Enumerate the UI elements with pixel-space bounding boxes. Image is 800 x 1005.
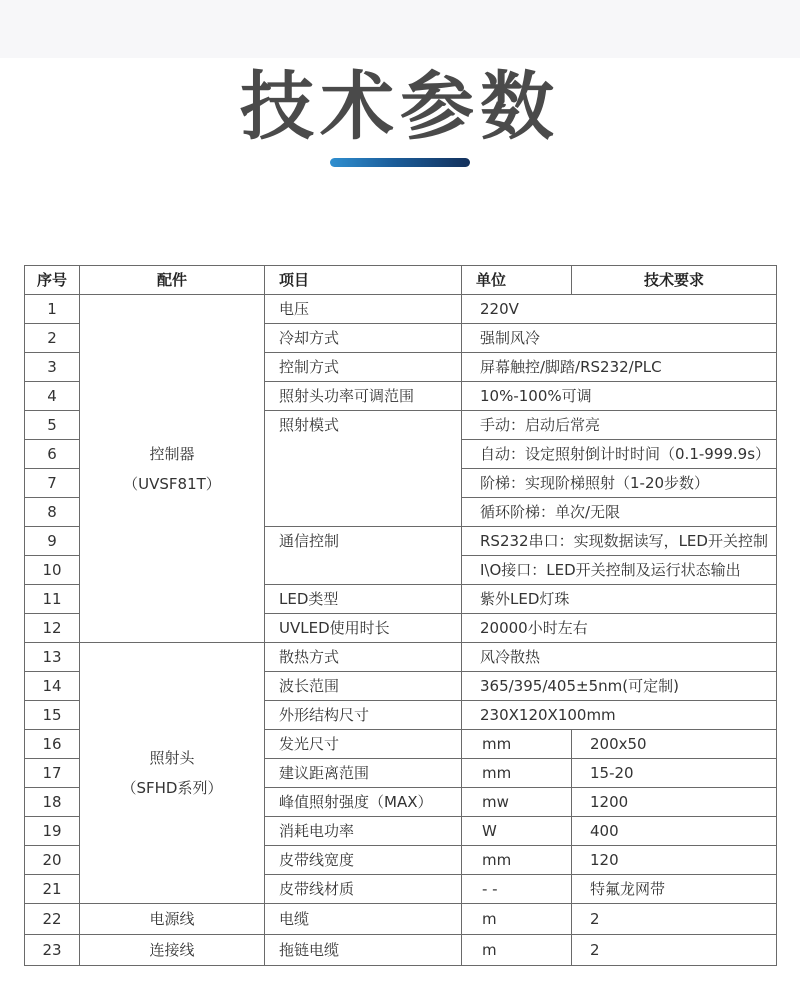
unit-cell: mm — [462, 730, 572, 759]
row-number: 22 — [25, 904, 80, 935]
item-cell: UVLED使用时长 — [265, 614, 462, 643]
row-number: 4 — [25, 382, 80, 411]
header-requirement: 技术要求 — [572, 266, 777, 295]
item-cell: 控制方式 — [265, 353, 462, 382]
row-number: 7 — [25, 469, 80, 498]
value-cell: 400 — [572, 817, 777, 846]
unit-cell: m — [462, 904, 572, 935]
value-cell: 220V — [462, 295, 777, 324]
value-cell: 屏幕触控/脚踏/RS232/PLC — [462, 353, 777, 382]
table-row — [25, 904, 777, 935]
row-number: 5 — [25, 411, 80, 440]
unit-cell: mm — [462, 759, 572, 788]
title-underline-bar — [330, 158, 470, 167]
row-number: 15 — [25, 701, 80, 730]
row-number: 17 — [25, 759, 80, 788]
part-power-cable: 电源线 — [80, 904, 265, 935]
unit-cell: m — [462, 935, 572, 966]
value-cell: 手动：启动后常亮 — [462, 411, 777, 440]
value-cell: I\O接口：LED开关控制及运行状态输出 — [462, 556, 777, 585]
table-header-row — [25, 266, 777, 295]
row-number: 8 — [25, 498, 80, 527]
value-cell: RS232串口：实现数据读写，LED开关控制 — [462, 527, 777, 556]
spec-table — [24, 265, 777, 966]
row-number: 13 — [25, 643, 80, 672]
unit-cell: mm — [462, 846, 572, 875]
item-cell: 拖链电缆 — [265, 935, 462, 966]
item-cell: 发光尺寸 — [265, 730, 462, 759]
part-link-cable: 连接线 — [80, 935, 265, 966]
value-cell: 230X120X100mm — [462, 701, 777, 730]
item-cell: 冷却方式 — [265, 324, 462, 353]
value-cell: 365/395/405±5nm(可定制) — [462, 672, 777, 701]
row-number: 23 — [25, 935, 80, 966]
value-cell: 10%-100%可调 — [462, 382, 777, 411]
part-head-model: （SFHD系列） — [121, 779, 223, 797]
item-cell: 建议距离范围 — [265, 759, 462, 788]
value-cell: 风冷散热 — [462, 643, 777, 672]
page-title: 技术参数 — [240, 64, 560, 150]
row-number: 3 — [25, 353, 80, 382]
part-head — [80, 643, 265, 904]
item-cell: 通信控制 — [265, 527, 462, 585]
item-cell: 皮带线宽度 — [265, 846, 462, 875]
unit-cell: W — [462, 817, 572, 846]
part-controller-name: 控制器 — [149, 444, 195, 463]
value-cell: 15-20 — [572, 759, 777, 788]
item-cell: 外形结构尺寸 — [265, 701, 462, 730]
row-number: 21 — [25, 875, 80, 904]
row-number: 20 — [25, 846, 80, 875]
row-number: 6 — [25, 440, 80, 469]
value-cell: 紫外LED灯珠 — [462, 585, 777, 614]
row-number: 2 — [25, 324, 80, 353]
value-cell: 自动：设定照射倒计时时间（0.1-999.9s） — [462, 440, 777, 469]
header-unit: 单位 — [462, 266, 572, 295]
header-item: 项目 — [265, 266, 462, 295]
part-controller — [80, 295, 265, 643]
top-band — [0, 0, 800, 58]
value-cell: 20000小时左右 — [462, 614, 777, 643]
row-number: 14 — [25, 672, 80, 701]
item-cell: 峰值照射强度（MAX） — [265, 788, 462, 817]
value-cell: 强制风冷 — [462, 324, 777, 353]
item-cell: 皮带线材质 — [265, 875, 462, 904]
item-cell: 电缆 — [265, 904, 462, 935]
part-head-name: 照射头 — [149, 749, 195, 767]
item-cell: 照射模式 — [265, 411, 462, 527]
row-number: 18 — [25, 788, 80, 817]
item-cell: 电压 — [265, 295, 462, 324]
item-cell: LED类型 — [265, 585, 462, 614]
value-cell: 2 — [572, 904, 777, 935]
item-cell: 散热方式 — [265, 643, 462, 672]
table-row — [25, 295, 777, 324]
table-row — [25, 643, 777, 672]
value-cell: 阶梯：实现阶梯照射（1-20步数） — [462, 469, 777, 498]
row-number: 12 — [25, 614, 80, 643]
row-number: 9 — [25, 527, 80, 556]
unit-cell: mw — [462, 788, 572, 817]
row-number: 1 — [25, 295, 80, 324]
value-cell: 200x50 — [572, 730, 777, 759]
item-cell: 照射头功率可调范围 — [265, 382, 462, 411]
value-cell: 循环阶梯：单次/无限 — [462, 498, 777, 527]
table-row — [25, 935, 777, 966]
item-cell: 消耗电功率 — [265, 817, 462, 846]
value-cell: 120 — [572, 846, 777, 875]
value-cell: 2 — [572, 935, 777, 966]
item-cell: 波长范围 — [265, 672, 462, 701]
value-cell: 特氟龙网带 — [572, 875, 777, 904]
row-number: 19 — [25, 817, 80, 846]
row-number: 16 — [25, 730, 80, 759]
header-part: 配件 — [80, 266, 265, 295]
row-number: 11 — [25, 585, 80, 614]
unit-cell: - - — [462, 875, 572, 904]
row-number: 10 — [25, 556, 80, 585]
value-cell: 1200 — [572, 788, 777, 817]
part-controller-model: （UVSF81T） — [123, 474, 221, 493]
header-no: 序号 — [25, 266, 80, 295]
